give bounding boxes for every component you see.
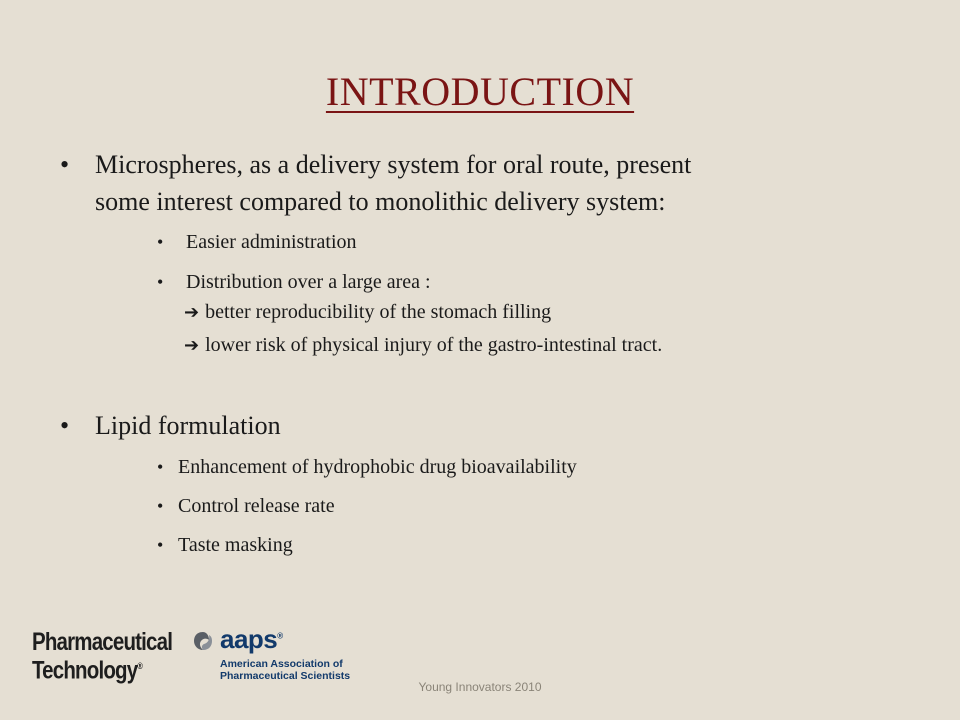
pharmaceutical-technology-logo — [32, 628, 173, 685]
bullet-dot: • — [157, 457, 164, 477]
arrow-right-icon: ➔ — [184, 302, 200, 323]
sub-bullet-text: Enhancement of hydrophobic drug bioavailability — [178, 456, 577, 478]
footer-text: Young Innovators 2010 — [418, 680, 542, 694]
registered-mark: ® — [137, 661, 142, 671]
aaps-wordmark — [220, 624, 283, 655]
bullet-text: Lipid formulation — [95, 411, 281, 440]
detail-text: better reproducibility of the stomach filling — [205, 301, 552, 323]
bullet-dot: • — [60, 150, 70, 179]
logo-line-2-text: Technology — [32, 656, 138, 685]
sub-bullet-text: Taste masking — [178, 534, 293, 556]
slide-title: INTRODUCTION — [325, 69, 635, 114]
bullet-dot: • — [157, 232, 164, 252]
registered-mark: ® — [277, 631, 283, 641]
sub-bullet-text: Control release rate — [178, 495, 335, 517]
logo-line-2 — [32, 654, 172, 685]
detail-line-reproducibility — [184, 297, 551, 328]
bullet-text: Microspheres, as a delivery system for oral route, present — [95, 150, 692, 179]
bullet-dot: • — [60, 411, 70, 440]
aaps-name: aaps — [220, 624, 278, 654]
sub-bullet-text: Easier administration — [186, 231, 357, 253]
aaps-subtitle — [220, 658, 350, 682]
bullet-dot: • — [157, 535, 164, 555]
bullet-text: some interest compared to monolithic delivery system: — [95, 187, 666, 216]
aaps-subtitle-line-2: Pharmaceutical Scientists — [220, 670, 351, 682]
detail-line-injury — [184, 330, 662, 361]
sub-bullet-text: Distribution over a large area : — [186, 271, 431, 293]
aaps-subtitle-line-1: American Association of — [220, 658, 343, 670]
detail-text: lower risk of physical injury of the gastro-intestinal tract. — [205, 334, 663, 356]
logo-line-1: Pharmaceutical — [32, 628, 173, 656]
bullet-dot: • — [157, 272, 164, 292]
bullet-dot: • — [157, 496, 164, 516]
aaps-swirl-icon — [192, 630, 214, 652]
arrow-right-icon: ➔ — [184, 335, 200, 356]
